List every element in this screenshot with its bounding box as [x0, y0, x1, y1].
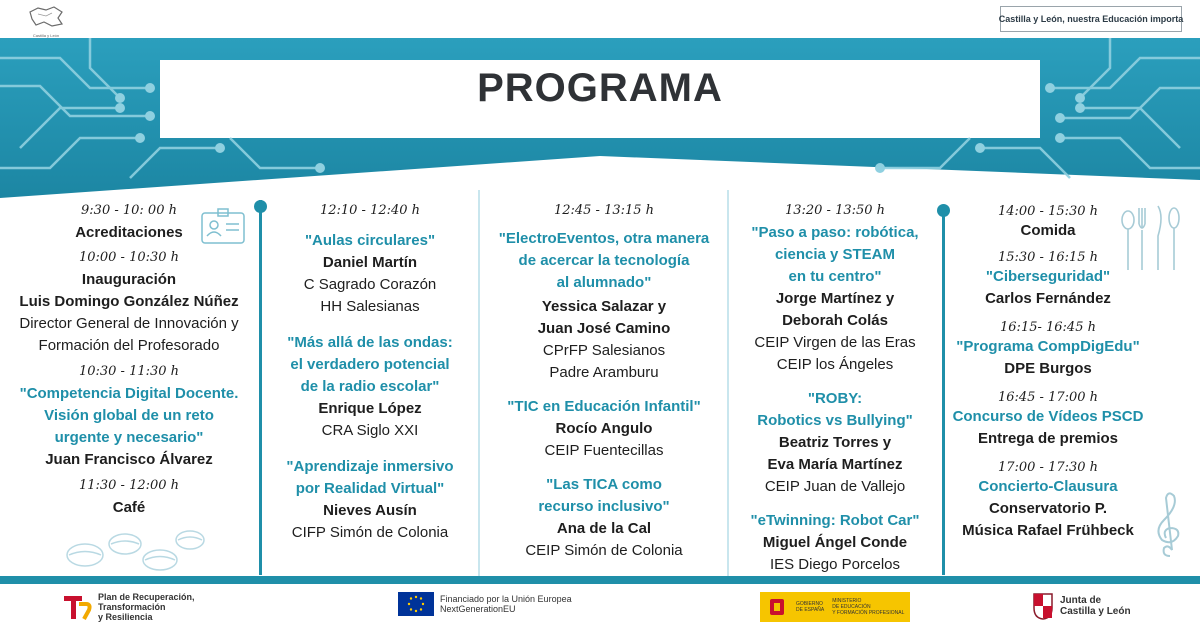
prtr-text: y Resiliencia — [98, 612, 153, 622]
speaker-school: CIFP Simón de Colonia — [291, 524, 449, 541]
time-slot: 10:00 - 10:30 h — [78, 250, 180, 265]
prtr-logo — [62, 592, 195, 622]
event-title: Café — [112, 499, 146, 516]
speaker-school: CEIP Fuentecillas — [544, 442, 664, 459]
event-title: Inauguración — [81, 271, 177, 288]
speaker: Luis Domingo González Núñez — [19, 293, 239, 310]
speaker-school: CEIP Juan de Vallejo — [764, 478, 906, 495]
talk-title: "Programa CompDigEdu" — [956, 338, 1140, 355]
speaker: Enrique López — [318, 400, 422, 417]
speaker: DPE Burgos — [1004, 360, 1092, 377]
speaker: Daniel Martín — [322, 254, 418, 271]
time-slot: 10:30 - 11:30 h — [78, 364, 180, 379]
eu-text: Financiado por la Unión Europea — [440, 594, 572, 604]
min-text: MINISTERIO — [832, 598, 862, 604]
gobierno-espana-logo — [760, 592, 910, 622]
speaker: Yessica Salazar y — [541, 298, 667, 315]
schedule-column-5 — [948, 198, 1148, 580]
talk-title: "Aprendizaje inmersivo — [286, 458, 454, 475]
talk-title: urgente y necesario" — [54, 429, 204, 446]
talk-title: Robotics vs Bullying" — [757, 412, 913, 429]
eu-text: NextGenerationEU — [440, 604, 516, 614]
time-slot: 13:20 - 13:50 h — [784, 203, 886, 218]
speaker-school: C Sagrado Corazón — [303, 276, 437, 293]
column-separator — [942, 210, 945, 575]
speaker-school: CPrFP Salesianos — [542, 342, 666, 359]
talk-title: en tu centro" — [788, 268, 882, 285]
speaker: Juan Francisco Álvarez — [45, 451, 213, 468]
speaker-school: CRA Siglo XXI — [321, 422, 419, 439]
talk-title: recurso inclusivo" — [538, 498, 670, 515]
eu-flag-icon — [398, 592, 434, 616]
talk-title: "Aulas circulares" — [304, 232, 436, 249]
talk-title: Concurso de Vídeos PSCD — [952, 408, 1144, 425]
treble-clef-icon — [1152, 490, 1188, 562]
spain-coat-of-arms-icon — [766, 595, 788, 619]
speaker: Deborah Colás — [782, 312, 888, 329]
speaker: Miguel Ángel Conde — [762, 534, 908, 551]
time-slot: 11:30 - 12:00 h — [78, 478, 180, 493]
speaker: Jorge Martínez y — [775, 290, 895, 307]
circuit-banner — [0, 38, 1200, 208]
talk-title: "Ciberseguridad" — [985, 268, 1111, 285]
talk-title: ciencia y STEAM — [774, 246, 896, 263]
speaker: Conservatorio P. — [988, 500, 1108, 517]
talk-title: "ROBY: — [807, 390, 863, 407]
junta-cyl-logo — [1032, 592, 1131, 620]
slogan-box: Castilla y León, nuestra Educación importa — [1000, 6, 1182, 32]
time-slot: 9:30 - 10: 00 h — [81, 203, 177, 218]
speaker: Música Rafael Frühbeck — [962, 522, 1134, 539]
time-slot: 14:00 - 15:30 h — [997, 204, 1099, 219]
event-subtitle: Entrega de premios — [977, 430, 1119, 447]
talk-title: de la radio escolar" — [300, 378, 440, 395]
min-text: DE EDUCACIÓN — [832, 604, 871, 610]
time-slot: 16:45 - 17:00 h — [997, 390, 1099, 405]
speaker-role: Formación del Profesorado — [38, 337, 220, 354]
time-slot: 12:45 - 13:15 h — [553, 203, 655, 218]
schedule-column-4 — [730, 198, 940, 580]
schedule-column-1 — [0, 198, 258, 580]
jcyl-text: Junta de — [1060, 595, 1102, 606]
footer-divider — [0, 576, 1200, 584]
speaker: Nieves Ausín — [323, 502, 417, 519]
speaker: Juan José Camino — [537, 320, 671, 337]
speaker-role: Director General de Innovación y — [19, 315, 239, 332]
prtr-emblem-icon — [62, 592, 92, 622]
event-title: Acreditaciones — [75, 224, 183, 241]
logo-caption: Castilla y León — [32, 33, 60, 38]
junta-shield-icon — [1032, 592, 1054, 620]
event-title: Comida — [1020, 222, 1076, 239]
talk-title: "Paso a paso: robótica, — [751, 224, 919, 241]
prtr-text: Transformación — [98, 602, 166, 612]
talk-title: de acercar la tecnología — [518, 252, 690, 269]
talk-title: "Más allá de las ondas: — [287, 334, 453, 351]
prtr-text: Plan de Recuperación, — [98, 592, 195, 602]
speaker: Carlos Fernández — [985, 290, 1111, 307]
talk-title: el verdadero potencial — [290, 356, 450, 373]
talk-title: Visión global de un reto — [44, 407, 214, 424]
gob-text: DE ESPAÑA — [796, 607, 825, 613]
time-slot: 16:15- 16:45 h — [1000, 320, 1096, 335]
speaker-school: CEIP los Ángeles — [776, 356, 894, 373]
time-slot: 15:30 - 16:15 h — [997, 250, 1099, 265]
column-separator — [478, 190, 481, 576]
time-slot: 17:00 - 17:30 h — [997, 460, 1099, 475]
schedule-column-3 — [482, 198, 726, 580]
talk-title: "TIC en Educación Infantil" — [507, 398, 701, 415]
speaker: Ana de la Cal — [556, 520, 652, 537]
speaker-school: IES Diego Porcelos — [769, 556, 901, 573]
speaker-school: CEIP Virgen de las Eras — [754, 334, 916, 351]
time-slot: 12:10 - 12:40 h — [319, 203, 421, 218]
talk-title: por Realidad Virtual" — [295, 480, 445, 497]
speaker: Rocío Angulo — [555, 420, 653, 437]
speaker-school: Padre Aramburu — [549, 364, 659, 381]
eu-logo — [398, 592, 572, 616]
talk-title: Concierto-Clausura — [978, 478, 1118, 495]
page-title: PROGRAMA — [477, 66, 723, 110]
schedule-column-2 — [262, 198, 478, 580]
talk-title: "Competencia Digital Docente. — [19, 385, 239, 402]
speaker: Eva María Martínez — [767, 456, 903, 473]
speaker-school: HH Salesianas — [320, 298, 420, 315]
gob-text: GOBIERNO — [796, 601, 823, 607]
min-text: Y FORMACIÓN PROFESIONAL — [832, 610, 905, 616]
castilla-leon-map-logo — [24, 4, 68, 38]
talk-title: "Las TICA como — [546, 476, 662, 493]
talk-title: "ElectroEventos, otra manera — [498, 230, 710, 247]
jcyl-text: Castilla y León — [1060, 606, 1131, 617]
talk-title: al alumnado" — [556, 274, 652, 291]
speaker-school: CEIP Simón de Colonia — [525, 542, 683, 559]
talk-title: "eTwinning: Robot Car" — [750, 512, 920, 529]
speaker: Beatriz Torres y — [778, 434, 892, 451]
